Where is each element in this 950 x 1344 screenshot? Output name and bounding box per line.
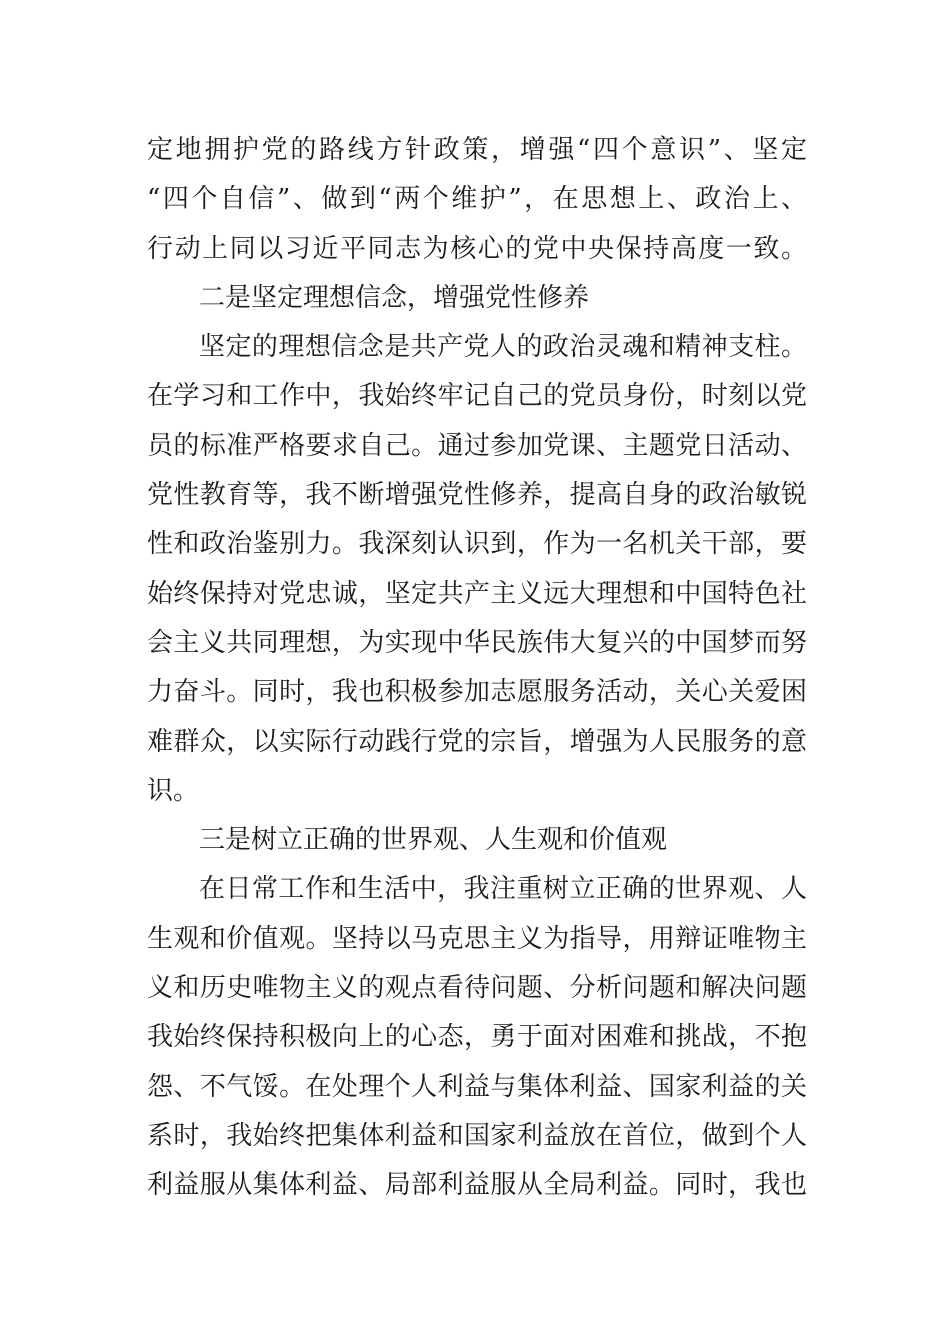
document-body [147, 126, 807, 1211]
text-line: 性和政治鉴别力。我深刻认识到，作为一名机关干部，要 [147, 529, 807, 560]
text-line: “四个自信”、做到“两个维护”，在思想上、政治上、 [147, 184, 807, 215]
text-line: 行动上同以习近平同志为核心的党中央保持高度一致。 [147, 233, 807, 264]
text-line: 坚定的理想信念是共产党人的政治灵魂和精神支柱。 [199, 332, 807, 363]
text-line: 党性教育等，我不断增强党性修养，提高自身的政治敏锐 [147, 480, 807, 511]
text-line: 我始终保持积极向上的心态，勇于面对困难和挑战，不抱 [147, 1022, 807, 1053]
text-line: 定地拥护党的路线方针政策，增强“四个意识”、坚定 [147, 135, 807, 165]
text-line: 系时，我始终把集体利益和国家利益放在首位，做到个人 [147, 1120, 807, 1151]
text-line: 会主义共同理想，为实现中华民族伟大复兴的中国梦而努 [147, 627, 807, 658]
text-line: 三是树立正确的世界观、人生观和价值观 [199, 825, 668, 856]
text-line: 利益服从集体利益、局部利益服从全局利益。同时，我也 [147, 1170, 807, 1201]
text-line: 始终保持对党忠诚，坚定共产主义远大理想和中国特色社 [147, 578, 807, 609]
text-line: 力奋斗。同时，我也积极参加志愿服务活动，关心关爱困 [147, 677, 807, 708]
text-line: 识。 [147, 775, 200, 806]
text-line: 怨、不气馁。在处理个人利益与集体利益、国家利益的关 [147, 1071, 807, 1102]
text-line: 难群众，以实际行动践行党的宗旨，增强为人民服务的意 [147, 726, 807, 757]
text-line: 在日常工作和生活中，我注重树立正确的世界观、人 [199, 874, 807, 905]
text-line: 在学习和工作中，我始终牢记自己的党员身份，时刻以党 [147, 381, 807, 412]
text-line: 员的标准严格要求自己。通过参加党课、主题党日活动、 [147, 430, 807, 461]
text-line: 生观和价值观。坚持以马克思主义为指导，用辩证唯物主 [147, 923, 807, 954]
text-line: 义和历史唯物主义的观点看待问题、分析问题和解决问题 [147, 973, 807, 1004]
text-line: 二是坚定理想信念，增强党性修养 [199, 282, 590, 313]
